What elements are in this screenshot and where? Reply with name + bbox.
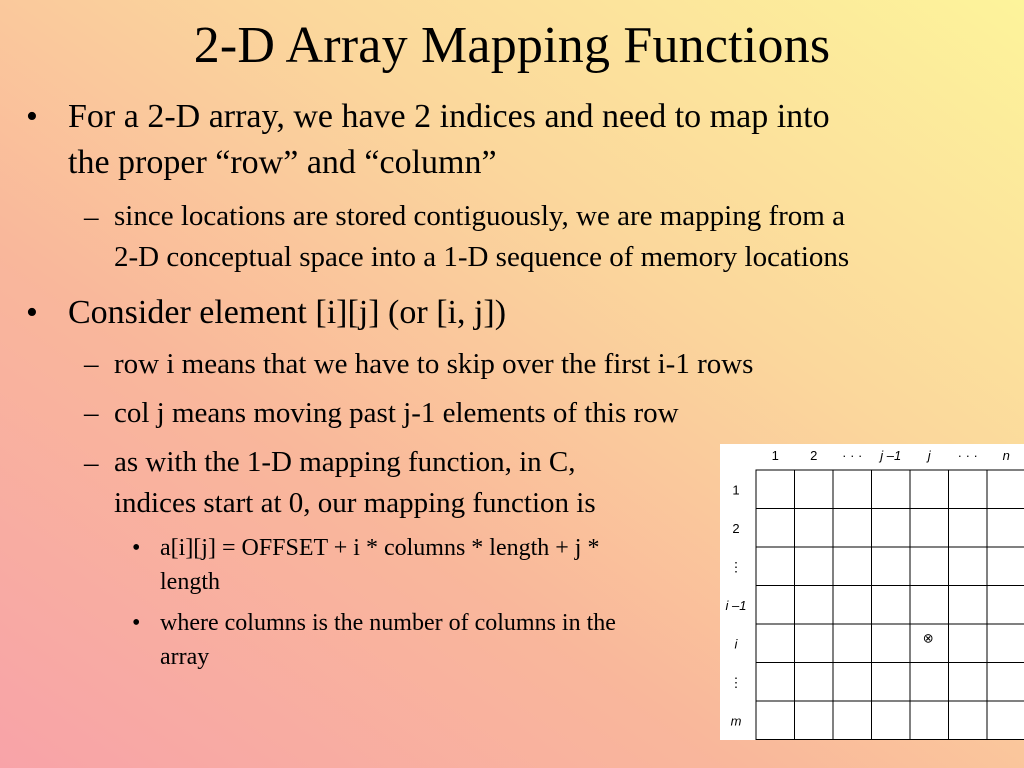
row-label: 1 [732, 482, 740, 498]
row-label: m [730, 713, 742, 729]
grid-cell [987, 701, 1024, 740]
grid-cell [872, 701, 911, 740]
column-label: · · · [957, 448, 978, 463]
grid-cell [756, 509, 795, 548]
row-label: 2 [732, 520, 740, 536]
row-label: ⋮ [729, 674, 743, 690]
bullet-2-sub-3-line-1: as with the 1-D mapping function, in C, [114, 446, 576, 478]
bullet-2-sub-2-text: col j means moving past j-1 elements of this row [114, 397, 679, 429]
grid-cell [987, 547, 1024, 586]
columns-definition-line-2: array [160, 644, 210, 670]
grid-cell [910, 701, 949, 740]
grid-cell [949, 547, 988, 586]
grid-cell [833, 663, 872, 702]
grid-cell [795, 547, 834, 586]
grid-cell [833, 586, 872, 625]
bullet-1-line-2: the proper “row” and “column” [68, 144, 497, 181]
grid-cell [872, 663, 911, 702]
sub-sub-bullet-marker: • [132, 535, 141, 561]
grid-cell [910, 547, 949, 586]
bullet-1-text [68, 94, 830, 186]
mapping-formula-line-2: length [160, 569, 220, 595]
bullet-1-sub-1-line-2: 2-D conceptual space into a 1-D sequence of memory locations [114, 241, 850, 273]
sub-bullet-marker: – [84, 447, 99, 479]
sub-bullet-marker: – [84, 397, 99, 429]
grid-cell [795, 701, 834, 740]
grid-cell [795, 624, 834, 663]
bullet-2-sub-3-text [114, 442, 596, 524]
grid-cell [987, 509, 1024, 548]
marked-cell-symbol: ⊗ [922, 630, 934, 646]
sub-bullet-marker: – [84, 348, 99, 380]
bullet-marker: • [26, 294, 38, 331]
grid-cell [756, 547, 795, 586]
grid-cell [987, 470, 1024, 509]
mapping-formula-line-1: a[i][j] = OFFSET + i * columns * length + j * [160, 535, 600, 561]
grid-cell [795, 509, 834, 548]
grid-cell [949, 701, 988, 740]
bullet-1-sub-1-text [114, 196, 849, 278]
array-grid [720, 444, 1024, 740]
sub-sub-bullet-marker: • [132, 610, 141, 636]
bullet-marker: • [26, 98, 38, 135]
grid-cell [833, 701, 872, 740]
grid-cell [756, 470, 795, 509]
grid-cell [949, 663, 988, 702]
grid-cell [756, 586, 795, 625]
bullet-2-line-1: Consider element [i][j] (or [i, j]) [68, 294, 507, 331]
grid-cell [833, 470, 872, 509]
grid-cell [833, 547, 872, 586]
grid-cell [872, 509, 911, 548]
grid-cell [795, 663, 834, 702]
grid-cell [949, 624, 988, 663]
column-label: 1 [771, 448, 779, 463]
grid-cell [910, 509, 949, 548]
grid-cell [987, 586, 1024, 625]
bullet-2-sub-3-line-2: indices start at 0, our mapping function is [114, 487, 596, 519]
grid-cell [756, 624, 795, 663]
grid-cell [756, 701, 795, 740]
grid-cell [872, 547, 911, 586]
grid-cell [795, 470, 834, 509]
grid-cell [910, 663, 949, 702]
row-label: ⋮ [729, 559, 743, 575]
column-label: j [927, 448, 931, 463]
sub-bullet-marker: – [84, 201, 99, 233]
grid-cell [987, 663, 1024, 702]
grid-cell [910, 586, 949, 625]
bullet-1-sub-1-line-1: since locations are stored contiguously, we are mapping from a [114, 200, 845, 232]
grid-cell [872, 624, 911, 663]
bullet-2-sub-1-text: row i means that we have to skip over the first i-1 rows [114, 348, 754, 380]
grid-cell [949, 509, 988, 548]
columns-definition-text [160, 606, 616, 674]
grid-cell [910, 470, 949, 509]
grid-cell [949, 586, 988, 625]
bullet-1-line-1: For a 2-D array, we have 2 indices and need to map into [68, 98, 830, 135]
row-label: i [734, 636, 738, 652]
grid-cell [987, 624, 1024, 663]
mapping-formula-text [160, 531, 599, 599]
grid-cell [833, 509, 872, 548]
row-label: i –1 [725, 597, 747, 613]
grid-cell [795, 586, 834, 625]
array-grid-figure [720, 444, 1024, 740]
grid-cell [756, 663, 795, 702]
column-label: n [1002, 448, 1010, 463]
column-label: · · · [842, 448, 863, 463]
slide-title: 2-D Array Mapping Functions [193, 17, 831, 74]
grid-cell [872, 586, 911, 625]
columns-definition-line-1: where columns is the number of columns in the [160, 610, 616, 636]
grid-cell [872, 470, 911, 509]
grid-cell [949, 470, 988, 509]
bullet-2-text [68, 290, 506, 336]
column-label: j –1 [880, 448, 902, 463]
grid-cell [833, 624, 872, 663]
column-label: 2 [810, 448, 818, 463]
